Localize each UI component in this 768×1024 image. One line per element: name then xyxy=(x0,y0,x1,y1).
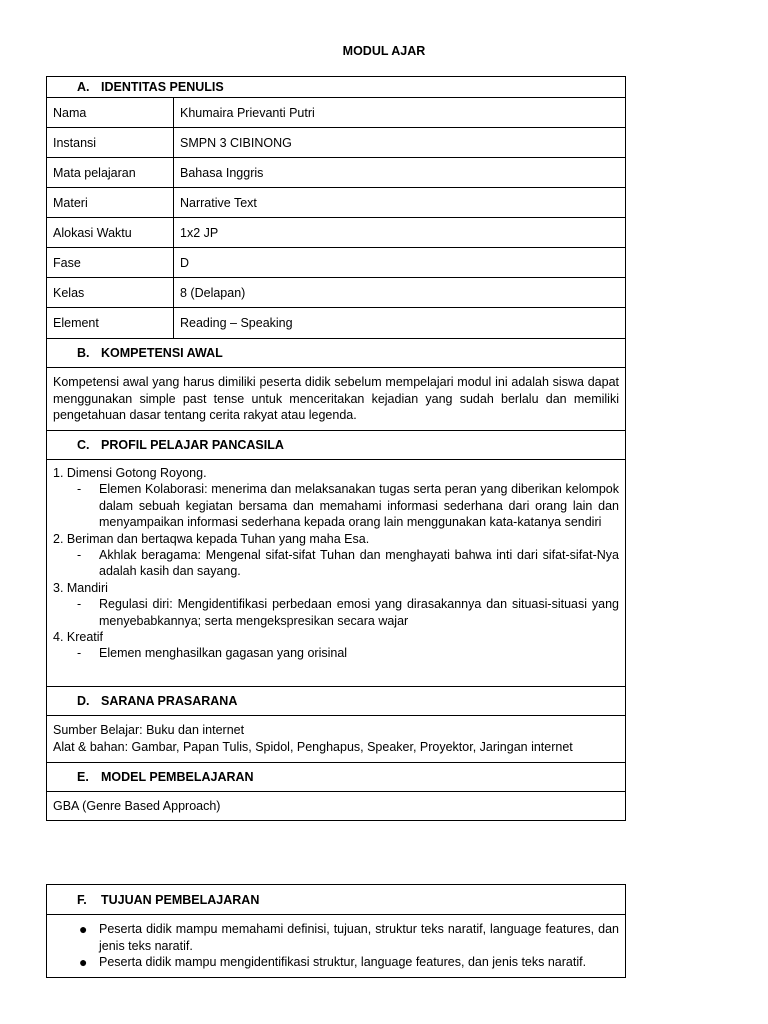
section-b-heading: KOMPETENSI AWAL xyxy=(101,346,223,360)
section-d-letter: D. xyxy=(77,694,90,708)
identity-label: Alokasi Waktu xyxy=(47,218,174,247)
identity-row-kelas xyxy=(47,278,625,308)
dash-marker: - xyxy=(77,597,82,612)
profile-sub-text: Elemen menghasilkan gagasan yang orisinal xyxy=(99,646,348,661)
identity-value: Narrative Text xyxy=(180,195,257,210)
identity-row-nama xyxy=(47,98,625,128)
identity-value: SMPN 3 CIBINONG xyxy=(180,135,292,150)
identity-value: 1x2 JP xyxy=(180,225,219,240)
section-c-letter: C. xyxy=(77,438,90,452)
section-d-heading: SARANA PRASARANA xyxy=(101,694,238,708)
profile-item-title: 4. Kreatif xyxy=(53,630,104,645)
objective-text: Peserta didik mampu mengidentifikasi struktur, language features, dan jenis teks naratif. xyxy=(99,955,587,969)
profile-sub-text: Elemen Kolaborasi: menerima dan melaksanakan tugas serta peran yang diberikan kelompok dalam sebuah kegiatan bersama dan memahami informasi sederhana dari orang lain dan menyampaikan informasi sederhana kepada orang lain menggunakan kata-katanya sendiri xyxy=(99,482,619,530)
identity-label: Instansi xyxy=(47,128,174,157)
identity-label: Element xyxy=(47,308,174,338)
objective-item xyxy=(53,954,619,971)
section-f-list xyxy=(47,915,625,977)
identity-row-mata-pelajaran xyxy=(47,158,625,188)
section-a-heading: IDENTITAS PENULIS xyxy=(101,80,224,94)
identity-value: 8 (Delapan) xyxy=(180,285,246,300)
section-c-header xyxy=(47,431,625,460)
section-e-header xyxy=(47,763,625,792)
section-f-header xyxy=(47,885,625,915)
objective-text: Peserta didik mampu memahami definisi, tujuan, struktur teks naratif, language features, dan jenis teks naratif. xyxy=(99,922,619,953)
profile-sub-item xyxy=(53,481,619,530)
section-a-header xyxy=(47,77,625,98)
bullet-marker: ● xyxy=(79,921,88,937)
dash-marker: - xyxy=(77,482,82,497)
identity-value: Khumaira Prievanti Putri xyxy=(180,105,315,120)
identity-value: Bahasa Inggris xyxy=(180,165,264,180)
section-d-line1: Sumber Belajar: Buku dan internet xyxy=(53,723,245,737)
profile-item-title: 3. Mandiri xyxy=(53,580,108,595)
section-e-letter: E. xyxy=(77,770,89,784)
profile-sub-item xyxy=(53,547,619,580)
profile-item-title: 1. Dimensi Gotong Royong. xyxy=(53,466,207,480)
section-e-heading: MODEL PEMBELAJARAN xyxy=(101,770,254,784)
section-c-heading: PROFIL PELAJAR PANCASILA xyxy=(101,438,284,452)
section-d-line2: Alat & bahan: Gambar, Papan Tulis, Spidol, Penghapus, Speaker, Proyektor, Jaringan internet xyxy=(53,739,573,754)
profile-sub-item xyxy=(53,645,619,661)
objective-item xyxy=(53,921,619,954)
identity-value: Reading – Speaking xyxy=(180,316,293,330)
section-b-header xyxy=(47,339,625,368)
document-title: MODUL AJAR xyxy=(342,44,426,58)
section-b-letter: B. xyxy=(77,346,90,360)
identity-label: Fase xyxy=(47,248,174,277)
section-d-content xyxy=(47,716,625,763)
identity-row-element xyxy=(47,308,625,338)
identity-value: D xyxy=(180,255,190,270)
profile-sub-text: Regulasi diri: Mengidentifikasi perbedaan emosi yang dirasakannya dan situasi-situasi yang menyebabkannya; serta mengekspresikan secara wajar xyxy=(99,597,619,628)
identity-label: Mata pelajaran xyxy=(47,158,174,187)
identity-table xyxy=(47,98,625,339)
section-e-text: GBA (Genre Based Approach) xyxy=(53,799,221,813)
identity-label: Kelas xyxy=(47,278,174,307)
identity-row-materi xyxy=(47,188,625,218)
bullet-marker: ● xyxy=(79,954,88,970)
identity-label: Materi xyxy=(47,188,174,217)
section-b-text: Kompetensi awal yang harus dimiliki peserta didik sebelum mempelajari modul ini adalah siswa dapat menggunakan simple past tense untuk menceritakan kejadian yang sudah berlalu dan memiliki pengetahuan dasar tentang cerita rakyat atau legenda. xyxy=(47,368,625,431)
dash-marker: - xyxy=(77,646,82,661)
section-c-list xyxy=(47,460,625,687)
dash-marker: - xyxy=(77,548,82,563)
module-table xyxy=(46,76,626,821)
identity-row-fase xyxy=(47,248,625,278)
section-a-letter: A. xyxy=(77,80,90,94)
section-d-header xyxy=(47,687,625,716)
identity-row-alokasi-waktu xyxy=(47,218,625,248)
profile-sub-text: Akhlak beragama: Mengenal sifat-sifat Tuhan dan menghayati bahwa inti dari sifat-sifat-Nya adalah kasih dan sayang. xyxy=(99,548,619,579)
section-f-heading: TUJUAN PEMBELAJARAN xyxy=(101,892,260,907)
profile-item-title: 2. Beriman dan bertaqwa kepada Tuhan yang maha Esa. xyxy=(53,531,370,546)
objectives-table xyxy=(46,884,626,978)
identity-label: Nama xyxy=(47,98,174,127)
identity-row-instansi xyxy=(47,128,625,158)
section-f-letter: F. xyxy=(77,892,87,907)
profile-sub-item xyxy=(53,596,619,629)
